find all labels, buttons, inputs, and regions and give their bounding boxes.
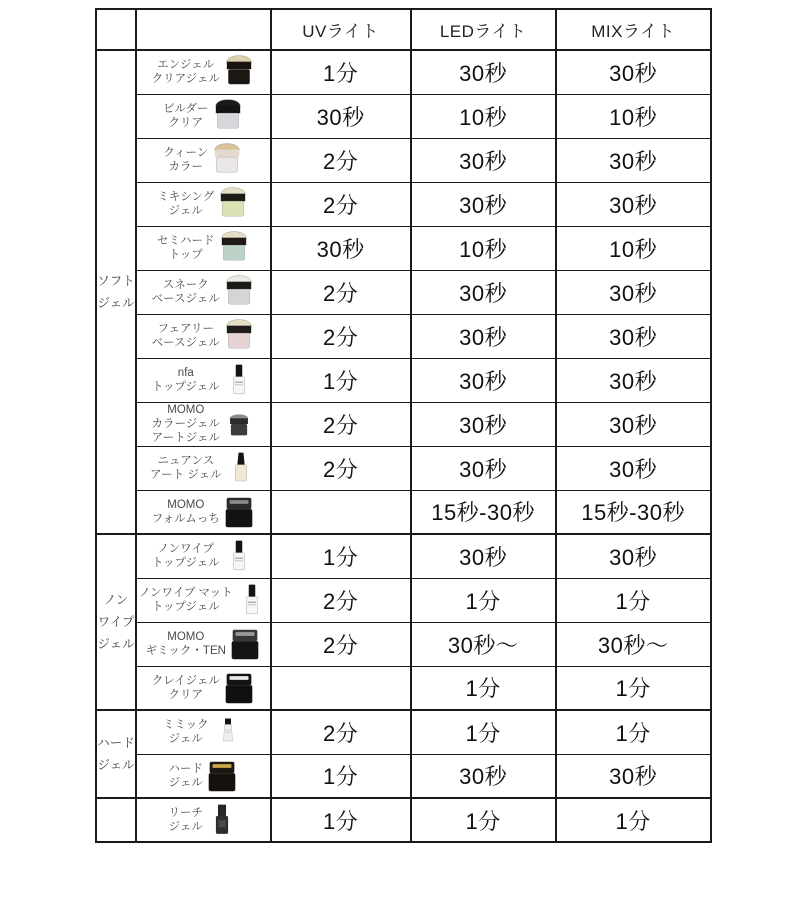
gel-jar-icon	[217, 185, 249, 223]
product-cell	[136, 50, 271, 94]
uv-time-cell: 1分	[271, 534, 411, 578]
led-time-cell: 30秒	[411, 270, 556, 314]
uv-time-cell: 2分	[271, 402, 411, 446]
table-row	[96, 358, 711, 402]
mix-time-cell: 1分	[556, 666, 711, 710]
product-cell	[136, 358, 271, 402]
uv-time-cell: 2分	[271, 138, 411, 182]
group-label-other	[96, 798, 136, 842]
curing-time-table	[95, 8, 712, 843]
group-label-hard-gel: ハード ジェル	[96, 710, 136, 798]
product-name: MOMO カラージェル アートジェル	[151, 403, 221, 445]
led-time-cell: 10秒	[411, 226, 556, 270]
product-name: スネーク ベースジェル	[151, 278, 220, 305]
group-label-soft-gel: ソフト ジェル	[96, 50, 136, 534]
mix-time-cell: 10秒	[556, 94, 711, 138]
product-cell	[136, 94, 271, 138]
gel-jar-icon	[223, 317, 255, 355]
product-cell	[136, 622, 271, 666]
table-row	[96, 402, 711, 446]
led-time-cell: 1分	[411, 578, 556, 622]
gel-jar-icon	[206, 757, 238, 795]
led-time-cell: 30秒	[411, 402, 556, 446]
product-cell	[136, 270, 271, 314]
polish-bottle-icon	[206, 800, 238, 840]
gel-jar-icon	[211, 141, 243, 179]
product-name: フェアリー ベースジェル	[151, 322, 220, 349]
uv-time-cell: 1分	[271, 358, 411, 402]
group-label-non-wipe-gel: ノン ワイプ ジェル	[96, 534, 136, 710]
uv-time-cell: 2分	[271, 182, 411, 226]
gel-jar-icon	[223, 53, 255, 91]
product-name: ミミック ジェル	[162, 719, 209, 746]
mix-time-cell: 30秒	[556, 358, 711, 402]
gel-jar-icon	[223, 493, 255, 531]
table-row	[96, 270, 711, 314]
mix-time-cell: 30秒	[556, 270, 711, 314]
table-row	[96, 50, 711, 94]
product-cell	[136, 798, 271, 842]
gel-jar-icon	[212, 97, 244, 135]
mix-time-cell: 10秒	[556, 226, 711, 270]
led-time-cell: 1分	[411, 798, 556, 842]
mix-time-cell: 1分	[556, 710, 711, 754]
table-row	[96, 314, 711, 358]
uv-time-cell: 30秒	[271, 226, 411, 270]
polish-bottle-icon	[223, 360, 255, 400]
table-row	[96, 226, 711, 270]
mix-time-cell: 15秒-30秒	[556, 490, 711, 534]
product-cell	[136, 138, 271, 182]
product-name: ノンワイプ トップジェル	[151, 543, 220, 570]
gel-jar-icon	[218, 229, 250, 267]
header-group-cell	[96, 9, 136, 50]
table-row	[96, 94, 711, 138]
polish-bottle-icon	[225, 448, 257, 488]
gel-tube-icon	[212, 713, 244, 751]
table-row	[96, 490, 711, 534]
uv-time-cell	[271, 666, 411, 710]
uv-time-cell: 30秒	[271, 94, 411, 138]
mix-time-cell: 30秒	[556, 446, 711, 490]
uv-time-cell: 2分	[271, 270, 411, 314]
polish-bottle-icon	[236, 580, 268, 620]
uv-time-cell: 1分	[271, 50, 411, 94]
led-time-cell: 1分	[411, 710, 556, 754]
product-cell	[136, 490, 271, 534]
uv-time-cell: 2分	[271, 622, 411, 666]
uv-time-cell: 2分	[271, 446, 411, 490]
led-time-cell: 15秒-30秒	[411, 490, 556, 534]
gel-jar-icon	[223, 407, 255, 441]
product-cell	[136, 754, 271, 798]
product-name: ビルダー クリア	[163, 102, 209, 129]
mix-time-cell: 30秒	[556, 754, 711, 798]
header-uv-light: UVライト	[271, 9, 411, 50]
table-row	[96, 710, 711, 754]
table-row	[96, 182, 711, 226]
product-cell	[136, 226, 271, 270]
led-time-cell: 30秒	[411, 754, 556, 798]
product-name: ハード ジェル	[168, 762, 204, 789]
gel-jar-icon	[223, 669, 255, 707]
led-time-cell: 30秒	[411, 50, 556, 94]
product-cell	[136, 578, 271, 622]
product-name: リーチ ジェル	[168, 806, 204, 834]
led-time-cell: 30秒	[411, 138, 556, 182]
table-row	[96, 798, 711, 842]
mix-time-cell: 30秒	[556, 534, 711, 578]
header-mix-light: MIXライト	[556, 9, 711, 50]
led-time-cell: 1分	[411, 666, 556, 710]
led-time-cell: 30秒	[411, 534, 556, 578]
mix-time-cell: 30秒～	[556, 622, 711, 666]
mix-time-cell: 30秒	[556, 182, 711, 226]
product-name: セミハード トップ	[157, 234, 215, 261]
header-led-light: LEDライト	[411, 9, 556, 50]
uv-time-cell: 1分	[271, 798, 411, 842]
product-name: エンジェル クリアジェル	[151, 58, 220, 86]
led-time-cell: 30秒	[411, 446, 556, 490]
header-product-cell	[136, 9, 271, 50]
table-row	[96, 138, 711, 182]
gel-jar-icon	[229, 625, 261, 663]
table-row	[96, 754, 711, 798]
product-name: ニュアンス アート ジェル	[149, 454, 222, 482]
led-time-cell: 30秒～	[411, 622, 556, 666]
product-name: クレイジェル クリア	[151, 674, 220, 701]
uv-time-cell: 2分	[271, 314, 411, 358]
mix-time-cell: 1分	[556, 578, 711, 622]
uv-time-cell: 1分	[271, 754, 411, 798]
product-cell	[136, 446, 271, 490]
uv-time-cell: 2分	[271, 578, 411, 622]
led-time-cell: 30秒	[411, 358, 556, 402]
mix-time-cell: 1分	[556, 798, 711, 842]
uv-time-cell: 2分	[271, 710, 411, 754]
product-name: MOMO ギミック・TEN	[145, 630, 226, 658]
product-name: ミキシング ジェル	[157, 190, 215, 217]
product-cell	[136, 534, 271, 578]
product-cell	[136, 182, 271, 226]
product-cell	[136, 402, 271, 446]
mix-time-cell: 30秒	[556, 50, 711, 94]
product-name: nfa トップジェル	[151, 366, 220, 393]
table-row	[96, 666, 711, 710]
product-name: ノンワイプ マット トップジェル	[139, 586, 233, 614]
table-row	[96, 534, 711, 578]
table-row	[96, 622, 711, 666]
product-cell	[136, 314, 271, 358]
mix-time-cell: 30秒	[556, 314, 711, 358]
uv-time-cell	[271, 490, 411, 534]
led-time-cell: 30秒	[411, 314, 556, 358]
led-time-cell: 10秒	[411, 94, 556, 138]
mix-time-cell: 30秒	[556, 402, 711, 446]
header-row	[96, 9, 711, 50]
product-cell	[136, 710, 271, 754]
mix-time-cell: 30秒	[556, 138, 711, 182]
gel-jar-icon	[223, 273, 255, 311]
table-row	[96, 446, 711, 490]
product-cell	[136, 666, 271, 710]
led-time-cell: 30秒	[411, 182, 556, 226]
product-name: クィーン カラー	[163, 146, 209, 173]
table-row	[96, 578, 711, 622]
polish-bottle-icon	[223, 536, 255, 576]
product-name: MOMO フォルムっち	[151, 498, 220, 525]
